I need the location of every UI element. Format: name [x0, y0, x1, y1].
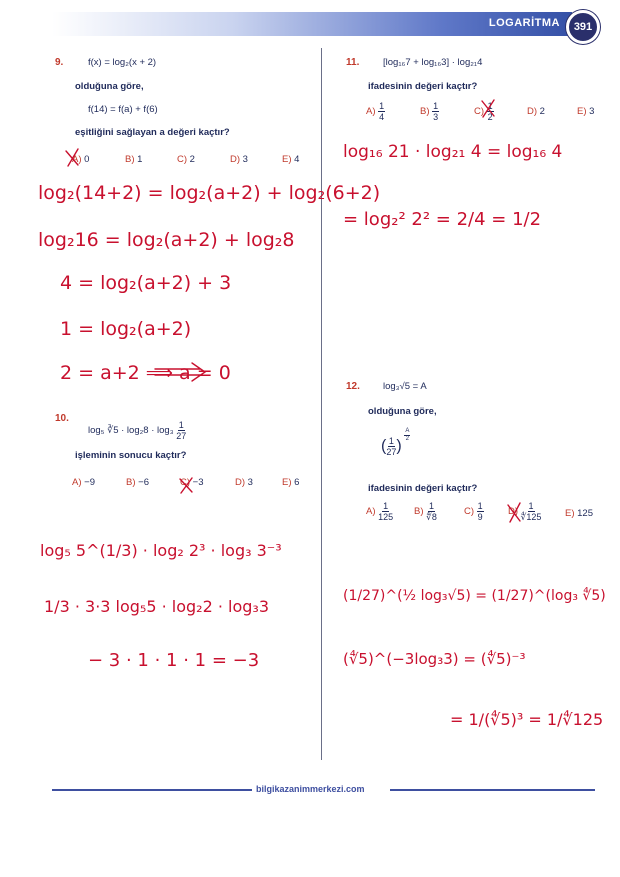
q12-option-e[interactable]: E) 125 [565, 508, 593, 519]
q12-option-c[interactable]: C) $\frac{1}{9}$ [464, 501, 483, 522]
q9-equation: f(14) = f(a) + f(6) [88, 104, 158, 115]
q11-number: 11. [346, 57, 360, 68]
q9-work-line5: 2 = a+2 ⟹ a = 0 [60, 362, 231, 384]
q9-option-a[interactable]: A) 0 [72, 154, 90, 165]
q11-option-e[interactable]: E) 3 [577, 106, 595, 117]
q9-work-line3: 4 = log₂(a+2) + 3 [60, 272, 232, 294]
column-divider [321, 48, 322, 760]
footer-rule-right [390, 789, 595, 791]
q12-work-line3: = 1/(∜5)³ = 1/∜125 [450, 710, 604, 729]
q9-option-d[interactable]: D) 3 [230, 154, 248, 165]
q10-question: işleminin sonucu kaçtır? [75, 450, 187, 461]
q10-work-line1: log₅ 5^(1/3) · log₂ 2³ · log₃ 3⁻³ [40, 541, 282, 560]
q11-work-line1: log₁₆ 21 · log₂₁ 4 = log₁₆ 4 [343, 142, 563, 162]
q11-option-b[interactable]: B) $\frac{1}{3}$ [420, 101, 439, 122]
q10-option-a[interactable]: A) −9 [72, 477, 95, 488]
q12-option-d[interactable]: D) $\frac{1}{∜125}$ [508, 501, 542, 522]
chapter-title: LOGARİTMA [488, 17, 560, 29]
page-number-badge: 391 [566, 10, 600, 44]
q11-option-c[interactable]: C) $\frac{1}{2}$ [474, 101, 493, 122]
q11-question: ifadesinin değeri kaçtır? [368, 81, 478, 92]
q12-number: 12. [346, 381, 360, 392]
q9-number: 9. [55, 57, 64, 68]
q12-option-b[interactable]: B) $\frac{1}{∜8}$ [414, 501, 437, 522]
q9-option-e[interactable]: E) 4 [282, 154, 300, 165]
q9-option-c[interactable]: C) 2 [177, 154, 195, 165]
footer-rule-left [52, 789, 252, 791]
q12-question: ifadesinin değeri kaçtır? [368, 483, 478, 494]
q11-work-line2: = log₂² 2² = 2/4 = 1/2 [343, 209, 542, 230]
q11-option-d[interactable]: D) 2 [527, 106, 545, 117]
q12-work-line2: (∜5)^(−3log₃3) = (∜5)⁻³ [343, 650, 526, 668]
q10-work-line2: 1/3 · 3·3 log₅5 · log₂2 · log₃3 [44, 597, 270, 616]
q9-condition: olduğuna göre, [75, 81, 144, 92]
q10-option-d[interactable]: D) 3 [235, 477, 253, 488]
q9-work-line1: log₂(14+2) = log₂(a+2) + log₂(6+2) [38, 182, 381, 204]
q9-question: eşitliğini sağlayan a değeri kaçtır? [75, 127, 230, 138]
q9-work-line2: log₂16 = log₂(a+2) + log₂8 [38, 229, 295, 251]
implies-arrow-icon [155, 363, 205, 381]
q9-function: f(x) = log₂(x + 2) [88, 57, 157, 68]
q12-work-line1: (1/27)^(½ log₃√5) = (1/27)^(log₃ ∜5) [343, 588, 606, 604]
q10-option-e[interactable]: E) 6 [282, 477, 300, 488]
footer-website[interactable]: bilgikazanimmerkezi.com [256, 784, 365, 794]
q10-number: 10. [55, 413, 69, 424]
q10-expression: log₅ ∛5 · log₂8 · log₃ $\frac{1}{27}$ [88, 420, 187, 441]
q10-work-line3: − 3 · 1 · 1 · 1 = −3 [88, 650, 260, 671]
q12-condition: olduğuna göre, [368, 406, 437, 417]
q9-option-b[interactable]: B) 1 [125, 154, 143, 165]
q9-work-line4: 1 = log₂(a+2) [60, 318, 192, 340]
q12-option-a[interactable]: A) $\frac{1}{125}$ [366, 501, 394, 522]
q11-expression: [log₁₆7 + log₁₆3] · log₂₁4 [383, 57, 483, 68]
q11-option-a[interactable]: A) $\frac{1}{4}$ [366, 101, 385, 122]
q10-option-c[interactable]: C) −3 [180, 477, 204, 488]
q10-option-b[interactable]: B) −6 [126, 477, 149, 488]
q12-given: log₃√5 = A [383, 381, 427, 392]
q12-expression: ( $\frac{1}{27}$ ) $\frac{A}{2}$ [381, 428, 410, 457]
